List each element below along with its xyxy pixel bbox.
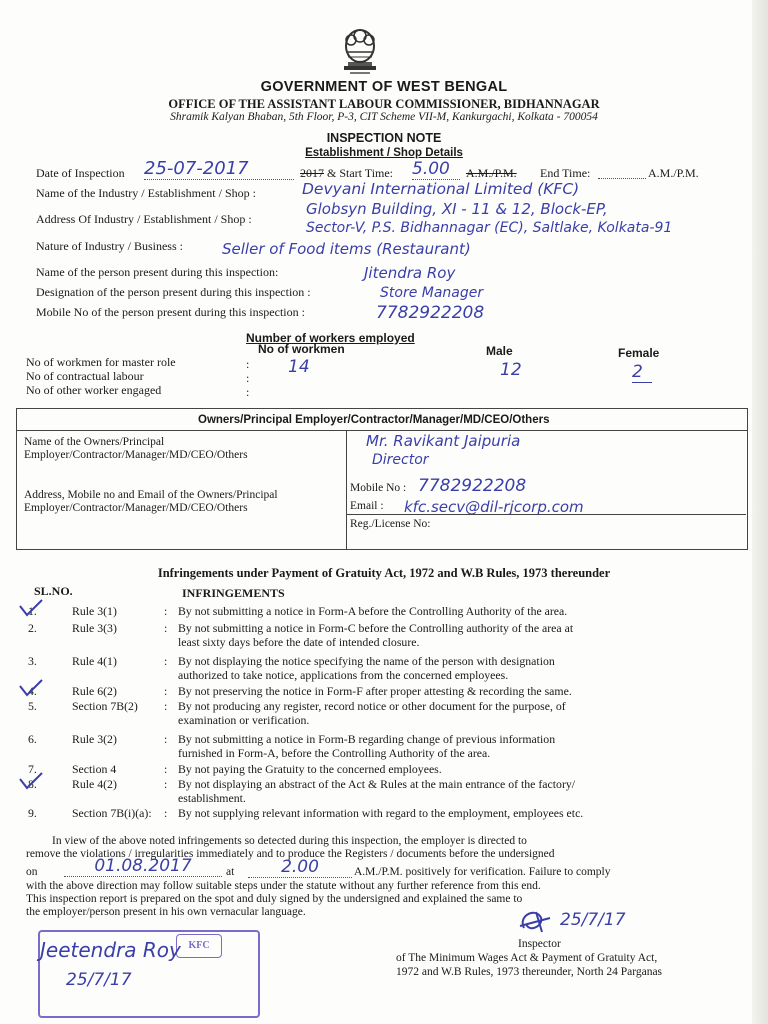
female-count: 2 <box>632 362 652 383</box>
office-address: Shramik Kalyan Bhaban, 5th Floor, P-3, CIT Scheme VII-M, Kankurgachi, Kolkata - 700054 <box>170 111 598 123</box>
col-male: Male <box>486 344 513 358</box>
end-time-blank <box>598 178 646 179</box>
colon: : <box>164 806 168 820</box>
infringement-number: 4. <box>28 684 37 698</box>
owner-name-value: Mr. Ravikant Jaipuria <box>366 432 521 450</box>
infringement-text: By not submitting a notice in Form-B regarding change of previous information <box>178 732 556 746</box>
infringement-rule: Rule 3(1) <box>72 604 117 618</box>
start-ampm: A.M./P.M. <box>466 166 517 180</box>
inspector-signature-date: 25/7/17 <box>560 910 626 930</box>
owner-email-label: Email : <box>350 500 384 512</box>
mobile-label: Mobile No of the person present during this inspection : <box>36 305 305 319</box>
infringement-text-continued: establishment. <box>178 791 246 805</box>
infringement-text-continued: examination or verification. <box>178 713 310 727</box>
tick-mark-icon <box>18 678 44 698</box>
designation-label: Designation of the person present during this inspection : <box>36 285 311 299</box>
government-heading: GOVERNMENT OF WEST BENGAL <box>260 79 508 95</box>
business-nature-label: Nature of Industry / Business : <box>36 239 183 253</box>
owners-box-vertical <box>346 430 347 550</box>
direction-line6: the employer/person present in his own vernacular language. <box>26 906 306 918</box>
infringement-number: 2. <box>28 621 37 635</box>
infringement-text: By not submitting a notice in Form-C before the Controlling authority of the area at <box>178 621 574 635</box>
col-workmen: No of workmen <box>258 342 345 356</box>
inspector-title: Inspector <box>518 938 561 950</box>
infringement-text: By not displaying the notice specifying the name of the person with designation <box>178 654 555 668</box>
owner-mobile-value: 7782922208 <box>418 476 527 496</box>
page-edge <box>752 0 768 1024</box>
male-count: 12 <box>500 360 522 380</box>
direction-line5: This inspection report is prepared on the spot and duly signed by the undersigned and explained the same to <box>26 893 523 905</box>
infringement-text: By not displaying an abstract of the Act & Rules at the main entrance of the factory/ <box>178 777 576 791</box>
infringement-text: By not producing any register, record notice or other document for the purpose, of <box>178 699 566 713</box>
infringement-rule: Section 4 <box>72 762 117 776</box>
workers-heading: Number of workers employed <box>246 331 415 345</box>
infringement-number: 9. <box>28 806 37 820</box>
tick-mark-icon <box>18 598 44 618</box>
end-ampm: A.M./P.M. <box>648 166 699 180</box>
infringement-text: By not preserving the notice in Form-F after proper attesting & recording the same. <box>178 684 572 698</box>
person-present-value: Jitendra Roy <box>364 264 456 282</box>
colon: : <box>164 762 168 776</box>
infringement-number: 8. <box>28 777 37 791</box>
direction-on-label: on <box>26 866 38 878</box>
date-label: Date of Inspection <box>36 166 125 180</box>
colon: : <box>164 684 168 698</box>
owners-box-divider <box>16 430 748 431</box>
direction-time-value: 2.00 <box>248 857 352 878</box>
infringement-text-continued: authorized to take notice, applications from the concerned employees. <box>178 668 509 682</box>
section-title-establishment: Establishment / Shop Details <box>305 147 463 159</box>
owner-address-label: Address, Mobile no and Email of the Owners/Principal Employer/Contractor/Manager/MD/CEO/Others <box>24 489 278 514</box>
infringement-number: 6. <box>28 732 37 746</box>
colon: : <box>164 604 168 618</box>
industry-address-line1: Globsyn Building, XI - 11 & 12, Block-EP, <box>306 200 608 218</box>
industry-address-line2: Sector-V, P.S. Bidhannagar (EC), Saltlake, Kolkata-91 <box>306 220 673 236</box>
colon: : <box>246 385 250 399</box>
inspector-line1: of The Minimum Wages Act & Payment of Gratuity Act, <box>396 952 658 964</box>
business-nature-value: Seller of Food items (Restaurant) <box>222 240 471 258</box>
infringement-number: 3. <box>28 654 37 668</box>
reg-license-label: Reg./License No: <box>350 518 431 530</box>
direction-line1: In view of the above noted infringements so detected during this inspection, the employer is directed to <box>52 835 527 847</box>
tick-mark-icon <box>18 771 44 791</box>
colon: : <box>164 699 168 713</box>
colon: : <box>164 654 168 668</box>
infringement-text: By not paying the Gratuity to the concerned employees. <box>178 762 442 776</box>
owner-designation-value: Director <box>372 452 429 468</box>
infringement-text-continued: furnished in Form-A, before the Controlling Authority of the area. <box>178 746 491 760</box>
person-present-label: Name of the person present during this inspection: <box>36 265 279 279</box>
colon: : <box>164 621 168 635</box>
infringement-rule: Rule 3(3) <box>72 621 117 635</box>
struck-year: 2017 <box>300 166 324 180</box>
reg-divider <box>346 514 746 515</box>
start-time-label: & Start Time: <box>327 166 394 180</box>
stamp-label: KFC <box>176 934 222 958</box>
colon: : <box>164 732 168 746</box>
col-sl-no: SL.NO. <box>34 584 73 598</box>
inspector-signature-icon <box>516 906 556 936</box>
document-title: INSPECTION NOTE <box>326 131 442 145</box>
infringement-text: By not submitting a notice in Form-A before the Controlling Authority of the area. <box>178 604 568 618</box>
employer-signature: Jeetendra Roy <box>40 938 181 962</box>
owner-name-label: Name of the Owners/Principal Employer/Contractor/Manager/MD/CEO/Others <box>24 436 248 461</box>
inspection-date-value: 25-07-2017 <box>144 158 294 180</box>
owner-email-value: kfc.secv@dil-rjcorp.com <box>404 498 584 516</box>
employer-signature-date: 25/7/17 <box>66 970 132 990</box>
infringement-rule: Rule 3(2) <box>72 732 117 746</box>
infringement-rule: Rule 4(1) <box>72 654 117 668</box>
infringement-text: By not supplying relevant information with regard to the employment, employees etc. <box>178 806 584 820</box>
end-time-label: End Time: <box>540 166 591 180</box>
colon: : <box>246 357 250 371</box>
worker-row-label: No of other worker engaged <box>26 383 162 397</box>
industry-address-label: Address Of Industry / Establishment / Shop : <box>36 212 252 226</box>
workmen-count: 14 <box>288 357 310 377</box>
direction-date-value: 01.08.2017 <box>64 856 222 877</box>
owners-heading: Owners/Principal Employer/Contractor/Manager/MD/CEO/Others <box>198 414 550 426</box>
infringement-rule: Rule 4(2) <box>72 777 117 791</box>
inspector-line2: 1972 and W.B Rules, 1973 thereunder, North 24 Parganas <box>396 966 663 978</box>
direction-line4: with the above direction may follow suitable steps under the statute without any further reference from this end. <box>26 880 541 892</box>
designation-value: Store Manager <box>380 285 484 301</box>
col-female: Female <box>618 346 660 360</box>
infringement-rule: Rule 6(2) <box>72 684 117 698</box>
infringement-number: 7. <box>28 762 37 776</box>
infringement-rule: Section 7B(i)(a): <box>72 806 152 820</box>
infringement-number: 5. <box>28 699 37 713</box>
direction-at-label: at <box>226 866 235 878</box>
col-infringements: INFRINGEMENTS <box>182 586 285 600</box>
colon: : <box>164 777 168 791</box>
mobile-value: 7782922208 <box>376 303 485 323</box>
direction-after-time: A.M./P.M. positively for verification. Failure to comply <box>354 866 611 878</box>
industry-name-value: Devyani International Limited (KFC) <box>302 180 580 198</box>
direction-line2: remove the violations / irregularities immediately and to produce the Registers / documents before the undersigned <box>26 848 555 860</box>
owner-mobile-label: Mobile No : <box>350 482 407 494</box>
worker-row-label: No of contractual labour <box>26 369 144 383</box>
worker-row-label: No of workmen for master role <box>26 355 176 369</box>
colon: : <box>246 371 250 385</box>
state-emblem-icon <box>338 22 382 78</box>
infringement-text-continued: least sixty days before the date of intended closure. <box>178 635 420 649</box>
infringements-title: Infringements under Payment of Gratuity Act, 1972 and W.B Rules, 1973 thereunder <box>157 566 611 580</box>
office-heading: OFFICE OF THE ASSISTANT LABOUR COMMISSIONER, BIDHANNAGAR <box>168 97 600 111</box>
infringement-number: 1. <box>28 604 37 618</box>
infringement-rule: Section 7B(2) <box>72 699 138 713</box>
industry-name-label: Name of the Industry / Establishment / Shop : <box>36 186 256 200</box>
start-time-value: 5.00 <box>412 159 460 180</box>
